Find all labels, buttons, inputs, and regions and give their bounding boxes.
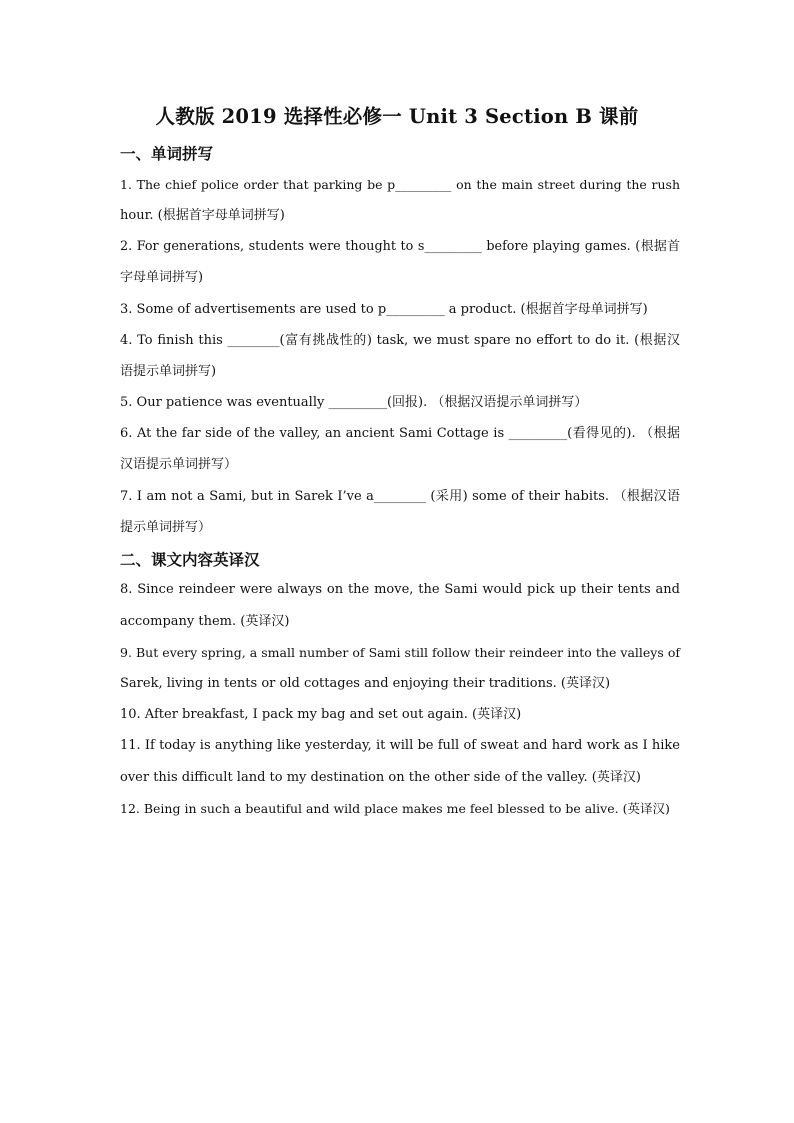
question-4-line-1: 4. To finish this ________(富有挑战性的) task, we must spare no effort to do it. (根据汉 [120, 333, 680, 348]
question-8-line-2: accompany them. (英译汉) [120, 614, 290, 629]
question-4-line-2: 语提示单词拼写) [120, 364, 217, 379]
question-3-line-1: 3. Some of advertisements are used to p_________ a product. (根据首字母单词拼写) [120, 302, 648, 317]
question-1-line-2: hour. (根据首字母单词拼写) [120, 208, 285, 223]
question-12-line-1: 12. Being in such a beautiful and wild place makes me feel blessed to be alive. (英译汉) [120, 801, 670, 816]
question-6-line-1: 6. At the far side of the valley, an ancient Sami Cottage is _________(看得见的). （根据 [120, 426, 680, 441]
question-7-line-1: 7. I am not a Sami, but in Sarek I’ve a________ (采用) some of their habits. （根据汉语 [120, 489, 680, 504]
section-heading-translation: 二、课文内容英译汉 [120, 550, 260, 569]
question-2-line-2: 字母单词拼写) [120, 270, 204, 285]
question-5-line-1: 5. Our patience was eventually _________(回报). （根据汉语提示单词拼写） [120, 395, 588, 410]
section-heading-spelling: 一、单词拼写 [120, 144, 214, 163]
question-8-line-1: 8. Since reindeer were always on the move, the Sami would pick up their tents and [120, 582, 680, 597]
question-9-line-2: Sarek, living in tents or old cottages and enjoying their traditions. (英译汉) [120, 676, 611, 691]
question-11-line-2: over this difficult land to my destination on the other side of the valley. (英译汉) [120, 770, 641, 785]
question-7-line-2: 提示单词拼写） [120, 520, 212, 535]
page-title: 人教版 2019 选择性必修一 Unit 3 Section B 课前 [155, 105, 639, 128]
question-2-line-1: 2. For generations, students were thought to s_________ before playing games. (根据首 [120, 239, 680, 254]
question-9-line-1: 9. But every spring, a small number of Sami still follow their reindeer into the valleys of [120, 645, 680, 660]
question-6-line-2: 汉语提示单词拼写） [120, 457, 238, 472]
question-1-line-1: 1. The chief police order that parking be p_________ on the main street during the rush [120, 177, 680, 192]
question-10-line-1: 10. After breakfast, I pack my bag and set out again. (英译汉) [120, 707, 522, 722]
question-11-line-1: 11. If today is anything like yesterday, it will be full of sweat and hard work as I hike [120, 738, 680, 753]
